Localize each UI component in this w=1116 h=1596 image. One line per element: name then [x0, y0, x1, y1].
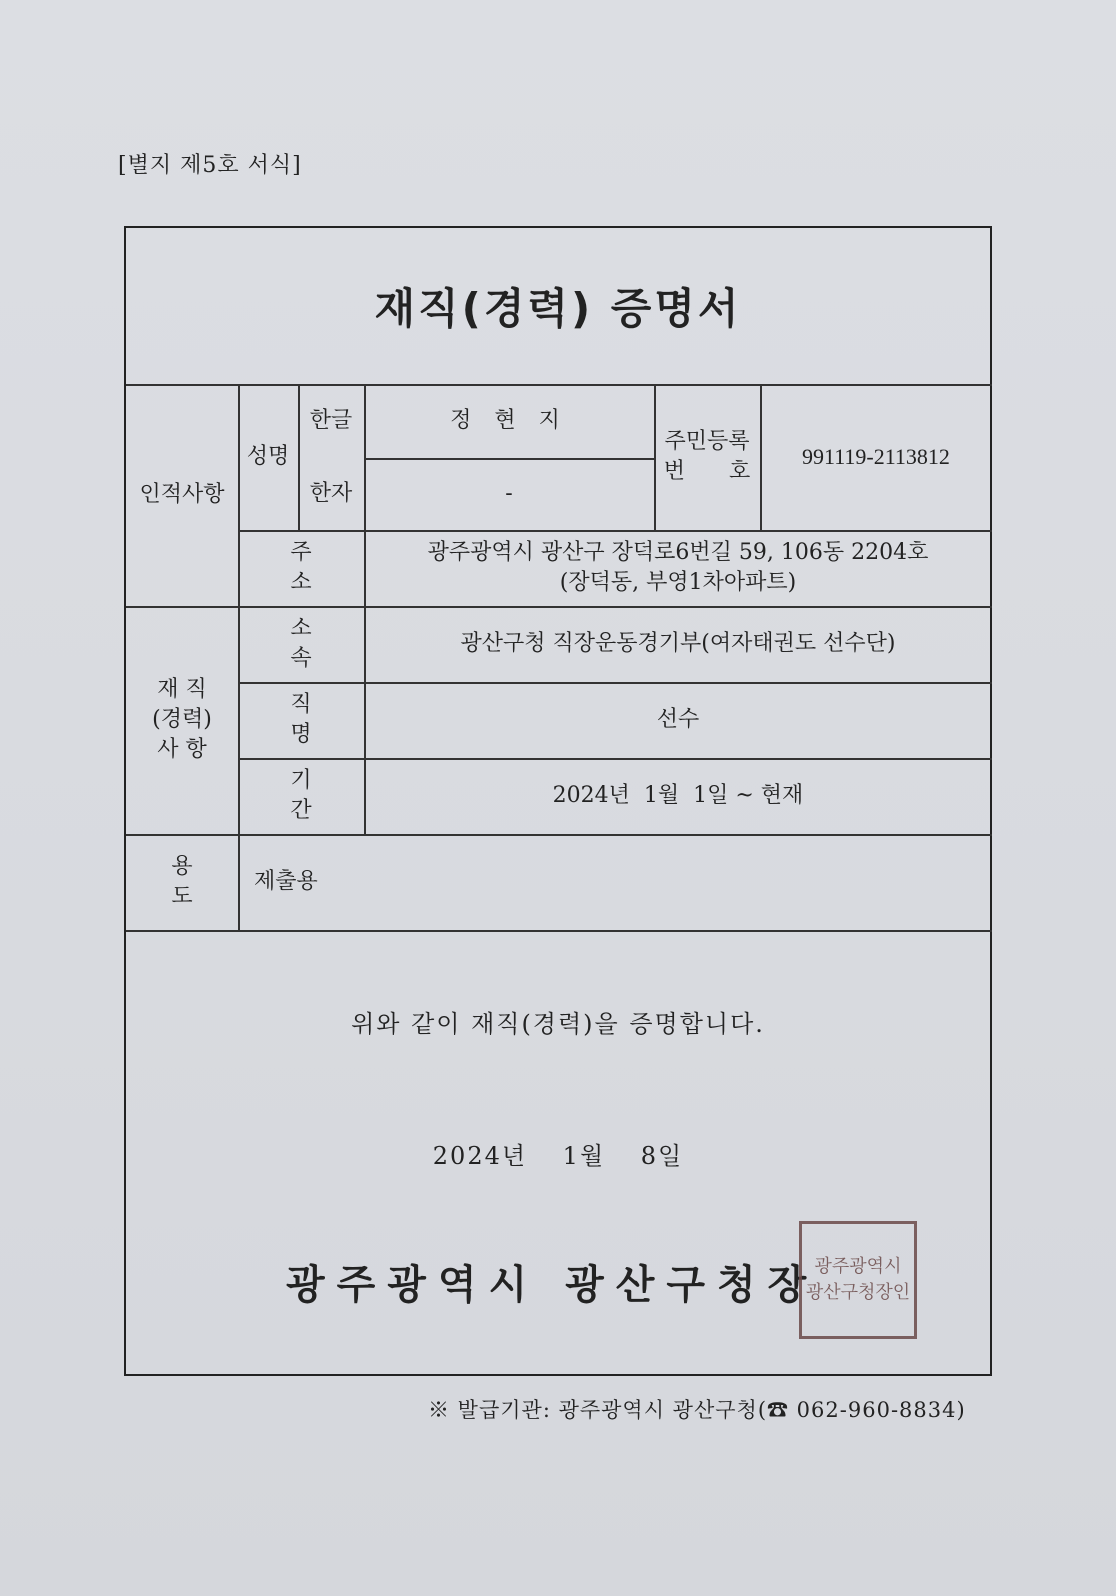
employment-label-line1: 재 직 — [157, 677, 207, 703]
employment-label-line3: 사 항 — [157, 736, 207, 762]
address-label: 주소 — [290, 540, 360, 595]
issue-date: 2024년 1월 8일 — [432, 1142, 684, 1170]
rrn-label-line1: 주민등록 — [664, 429, 750, 455]
hanja-name-value: - — [505, 481, 513, 507]
hanja-label: 한자 — [309, 481, 353, 507]
document-title: 재직(경력) 증명서 — [374, 284, 742, 333]
certification-statement: 위와 같이 재직(경력)을 증명합니다. — [351, 1010, 765, 1038]
rrn-value: 991119-2113812 — [802, 444, 950, 470]
rrn-label-line2: 번 호 — [663, 459, 751, 484]
purpose-label: 용도 — [171, 854, 237, 909]
seal-line2: 광산구청장인 — [805, 1282, 911, 1303]
employment-section-label — [126, 606, 238, 834]
hangul-name-value: 정 현 지 — [450, 408, 568, 434]
issuing-agency-note: ※ 발급기관: 광주광역시 광산구청(☎ 062-960-8834) — [428, 1398, 966, 1422]
address-line1: 광주광역시 광산구 장덕로6번길 59, 106동 2204호 — [427, 540, 929, 566]
period-label: 기간 — [290, 768, 360, 823]
position-label: 직명 — [290, 692, 360, 747]
hangul-label: 한글 — [309, 408, 353, 434]
address-value — [364, 530, 992, 606]
name-label: 성명 — [246, 444, 290, 470]
department-value: 광산구청 직장운동경기부(여자태권도 선수단) — [460, 631, 896, 657]
official-seal — [799, 1221, 917, 1339]
employment-label-line2: (경력) — [152, 707, 212, 733]
certificate-frame — [124, 226, 992, 1376]
position-value: 선수 — [656, 707, 700, 733]
purpose-value: 제출용 — [254, 869, 318, 895]
seal-line1: 광주광역시 — [814, 1256, 902, 1277]
department-label: 소속 — [290, 616, 360, 671]
period-value: 2024년 1월 1일 ~ 현재 — [552, 783, 804, 809]
address-line2: (장덕동, 부영1차아파트) — [559, 570, 797, 595]
personal-section-label: 인적사항 — [139, 482, 225, 508]
form-number: [별지 제5호 서식] — [118, 153, 302, 178]
rrn-label — [654, 384, 760, 530]
issuer-name: 광주광역시 광산구청장 — [286, 1262, 819, 1308]
